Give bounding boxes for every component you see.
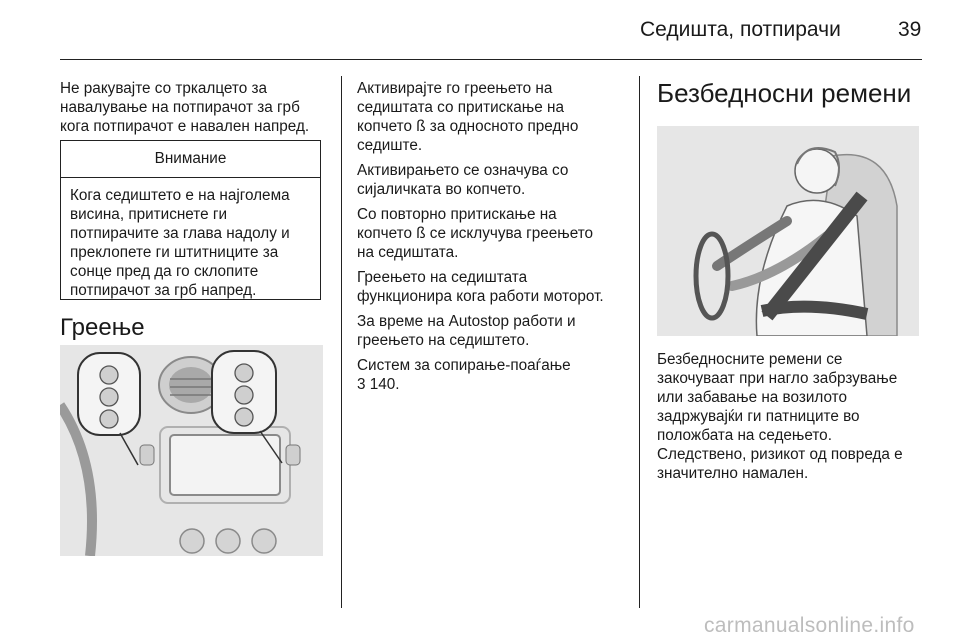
p1-line-2: седиштата со притискање на bbox=[357, 99, 564, 116]
column-divider-1 bbox=[341, 76, 342, 608]
warning-line-5: сонце пред да го склопите bbox=[70, 263, 259, 280]
paragraph-deactivate bbox=[357, 205, 604, 262]
p2-line-1: Активирањето се означува со bbox=[357, 162, 569, 179]
warning-heading: Внимание bbox=[61, 141, 320, 178]
intro-line-3: кога потпирачот е навален напред. bbox=[60, 118, 310, 135]
caption-line-1: Безбедносните ремени се bbox=[657, 351, 843, 368]
warning-body bbox=[61, 178, 320, 308]
p1-line-3: копчето ß за односното предно bbox=[357, 118, 579, 135]
p4-line-2: функционира кога работи моторот. bbox=[357, 288, 604, 305]
caption-line-4: задржувајќи ги патниците во bbox=[657, 408, 860, 425]
dashboard-drawing bbox=[60, 345, 323, 556]
caption-line-5: положбата на седењето. bbox=[657, 427, 832, 444]
p6-crossref[interactable]: 3 140. bbox=[357, 376, 400, 393]
intro-line-1: Не ракувајте со тркалцето за bbox=[60, 80, 268, 97]
caption-line-2: закочуваат при нагло забрзување bbox=[657, 370, 898, 387]
paragraph-autostop bbox=[357, 312, 604, 350]
p1-line-1: Активирајте го греењето на bbox=[357, 80, 553, 97]
p6-line-1: Систем за сопирање-поаѓање bbox=[357, 357, 571, 374]
warning-line-2: висина, притиснете ги bbox=[70, 206, 228, 223]
page-header-title: Седишта, потпирачи bbox=[640, 18, 841, 41]
paragraph-indicator bbox=[357, 161, 604, 199]
paragraph-activate bbox=[357, 79, 604, 155]
p3-line-1: Со повторно притискање на bbox=[357, 206, 557, 223]
intro-paragraph bbox=[60, 79, 309, 142]
caption-line-7: значително намален. bbox=[657, 465, 809, 482]
page-number: 39 bbox=[898, 18, 922, 41]
section-heading-seat-belts: Безбедносни ремени bbox=[657, 78, 912, 108]
p1-line-4: седиште. bbox=[357, 137, 423, 154]
p5-line-1: За време на Autostop работи и bbox=[357, 313, 576, 330]
warning-line-4: преклопете ги штитниците за bbox=[70, 244, 279, 261]
intro-line-2: навалување на потпирачот за грб bbox=[60, 99, 300, 116]
seat-belt-caption bbox=[657, 350, 903, 489]
driver-seatbelt-drawing bbox=[657, 126, 919, 336]
seat-belt-illustration bbox=[657, 126, 919, 336]
p5-line-2: греењето на седиштето. bbox=[357, 332, 530, 349]
warning-line-6: потпирачот за грб напред. bbox=[70, 282, 257, 299]
p3-line-3: на седиштата. bbox=[357, 244, 459, 261]
p4-line-1: Греењето на седиштата bbox=[357, 269, 528, 286]
seat-heating-illustration bbox=[60, 345, 323, 556]
section-heading-heating: Греење bbox=[60, 314, 145, 341]
p2-line-2: сијаличката во копчето. bbox=[357, 181, 526, 198]
caption-line-6: Следствено, ризикот од повреда е bbox=[657, 446, 903, 463]
column-divider-2 bbox=[639, 76, 640, 608]
caption-line-3: или забавање на возилото bbox=[657, 389, 848, 406]
warning-line-1: Кога седиштето е на најголема bbox=[70, 187, 290, 204]
warning-line-3: потпирачите за глава надолу и bbox=[70, 225, 290, 242]
seat-heating-text bbox=[357, 79, 604, 400]
paragraph-engine bbox=[357, 268, 604, 306]
warning-box bbox=[60, 140, 321, 300]
p3-line-2: копчето ß се исклучува греењето bbox=[357, 225, 594, 242]
paragraph-stop-start bbox=[357, 356, 604, 394]
header-divider bbox=[60, 59, 922, 60]
watermark-text: carmanualsonline.info bbox=[704, 614, 915, 637]
